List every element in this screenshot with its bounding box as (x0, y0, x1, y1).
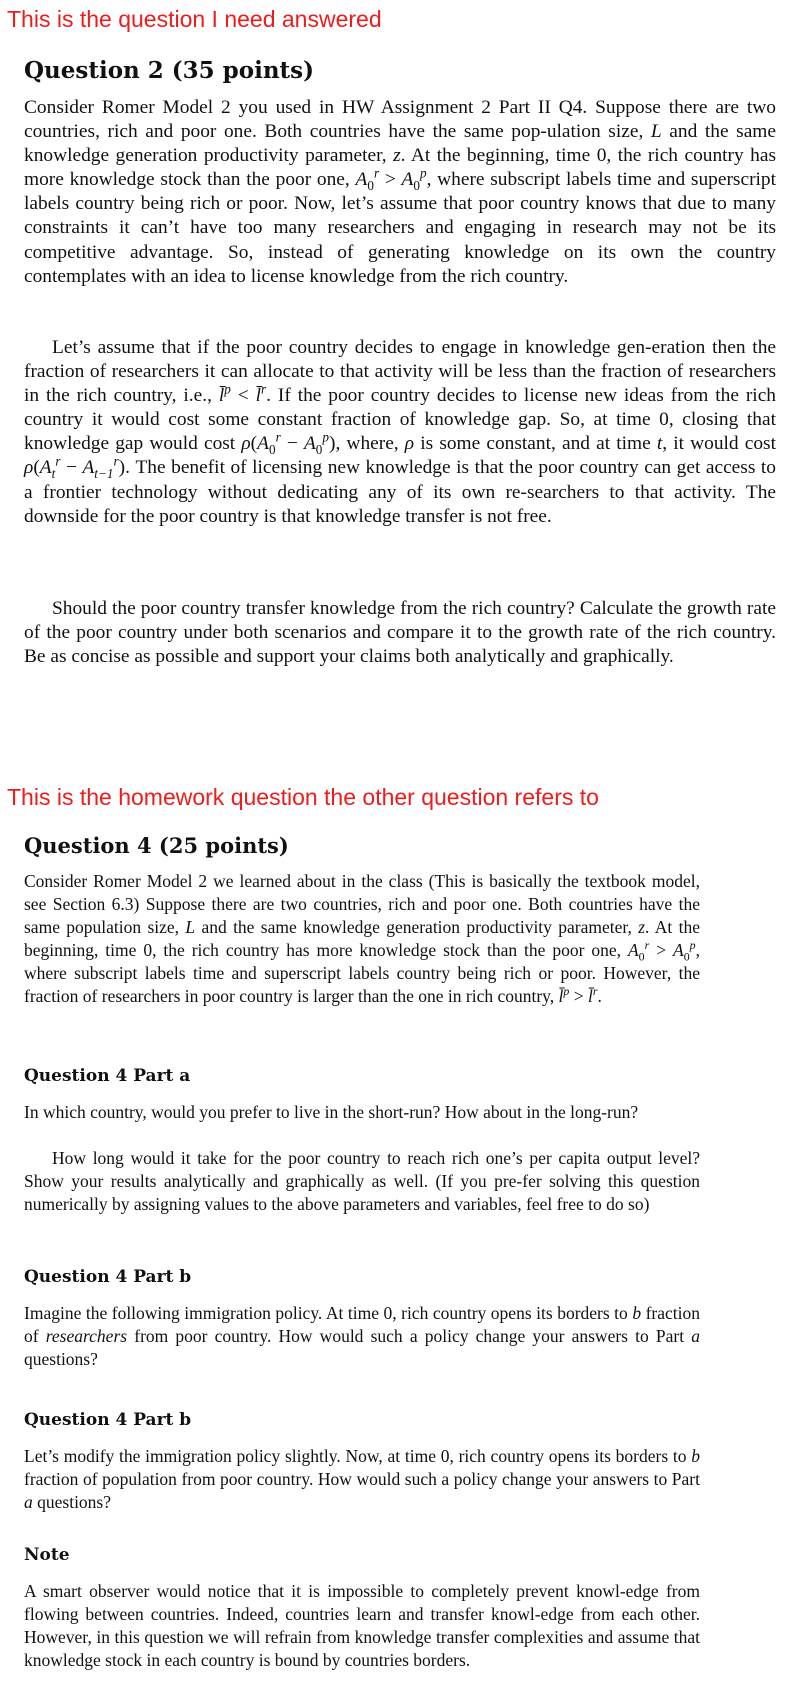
math-z: z (393, 145, 401, 167)
q4-part-a-paragraph-2: How long would it take for the poor country to reach rich one’s per capita output level? Show your results analytically and graphically as well. (If you pre-fer solving this question numerically by assigning values to the above parameters and variables, feel free to do so) (24, 1148, 700, 1214)
q4-part-a-paragraph-1: In which country, would you prefer to live in the short-run? How about in the long-run? (24, 1102, 639, 1122)
math-a: a (691, 1326, 700, 1346)
math-L: L (650, 121, 662, 143)
q4-part-b-second-title: Question 4 Part b (24, 1410, 192, 1430)
math-rho: ρ (404, 433, 415, 455)
math-a0-inequality: $A_0^r > A_0^p$ (355, 165, 427, 194)
math-t: t (656, 433, 663, 455)
note-title: Note (24, 1545, 70, 1565)
q4-part-b-paragraph: Imagine the following immigration policy. At time 0, rich country opens its borders to b fraction of researchers from poor country. How would such a policy change your answers to Part a questions? (24, 1303, 700, 1369)
note-paragraph: A smart observer would notice that it is impossible to completely prevent knowl-edge from flowing between countries. Indeed, countries learn and transfer knowl-edge from each other. However, in this question we will refrain from knowledge transfer complexities and assume that knowledge stock in each country is bound by countries borders. (24, 1581, 700, 1670)
math-cost-time-t: $\rho(A_t^r - A_{t-1}^r)$ (24, 454, 126, 482)
emphasis-researchers: researchers (45, 1326, 128, 1346)
math-z: z (638, 917, 646, 937)
math-b: b (632, 1303, 642, 1323)
question-2-title: Question 2 (35 points) (24, 57, 315, 84)
question-4-title: Question 4 (25 points) (24, 833, 289, 858)
q4-part-b-second-paragraph: Let’s modify the immigration policy slightly. Now, at time 0, rich country opens its borders to b fraction of population from poor country. How would such a policy change your answers to Part a questions? (24, 1446, 700, 1512)
math-a0-inequality: $A_0^r > A_0^p$ (627, 938, 696, 964)
math-l-inequality: l̄$^p$ < l̄$^r$ (218, 381, 267, 407)
math-cost-time0: $\rho(A_0^r - A_0^p)$ (241, 429, 336, 458)
q4-paragraph-1: Consider Romer Model 2 we learned about in the class (This is basically the textbook model, see Section 6.3) Suppose there are two countries, rich and poor one. Both countries have the same population size, L and the same knowledge generation productivity parameter, z. At the beginning, time 0, the rich country has more knowledge stock than the poor one, $A_0^r > A_0^p$, where subscript labels time and superscript labels country being rich or poor. However, the fraction of researchers in poor country is larger than the one in rich country, l̄$^p$ > l̄$^r$. (24, 871, 700, 1006)
q4-part-b-title: Question 4 Part b (24, 1267, 192, 1287)
q2-paragraph-1: Consider Romer Model 2 you used in HW Assignment 2 Part II Q4. Suppose there are two countries, rich and poor one. Both countries have the same pop-ulation size, L and the same knowledge generation productivity parameter, z. At the beginning, time 0, the rich country has more knowledge stock than the poor one, $A_0^r > A_0^p$, where subscript labels time and superscript labels country being rich or poor. Now, let’s assume that poor country knows that due to many constraints it can’t have too many researchers and engaging in research may not be its competitive advantage. So, instead of generating knowledge on its own the country contemplates with an idea to license knowledge from the rich country. (24, 97, 777, 287)
header-homework-question: This is the homework question the other question refers to (7, 784, 599, 810)
q2-paragraph-3: Should the poor country transfer knowledge from the rich country? Calculate the growth rate of the poor country under both scenarios and compare it to the growth rate of the rich country. Be as concise as possible and support your claims both analytically and graphically. (24, 598, 776, 668)
math-b: b (691, 1446, 700, 1466)
header-question-needed: This is the question I need answered (7, 6, 382, 32)
math-a: a (24, 1492, 33, 1512)
q4-part-a-title: Question 4 Part a (24, 1066, 191, 1086)
math-l-inequality: l̄$^p$ > l̄$^r$ (558, 984, 598, 1006)
q2-paragraph-2: Let’s assume that if the poor country decides to engage in knowledge gen-eration then the fraction of researchers it can allocate to that activity will be less than the fraction of researchers in the rich country, i.e., l̄$^p$ < l̄$^r$. If the poor country decides to license new ideas from the rich country it would cost some constant fraction of knowledge gap. So, at time 0, closing that knowledge gap would cost $\rho(A_0^r - A_0^p)$, where, ρ is some constant, and at time t, it would cost $\rho(A_t^r - A_{t-1}^r)$. The benefit of licensing new knowledge is that the poor country can get access to a frontier technology without dedicating any of its own re-searchers to that activity. The downside for the poor country is that knowledge transfer is not free. (24, 337, 776, 527)
math-L: L (185, 917, 196, 937)
